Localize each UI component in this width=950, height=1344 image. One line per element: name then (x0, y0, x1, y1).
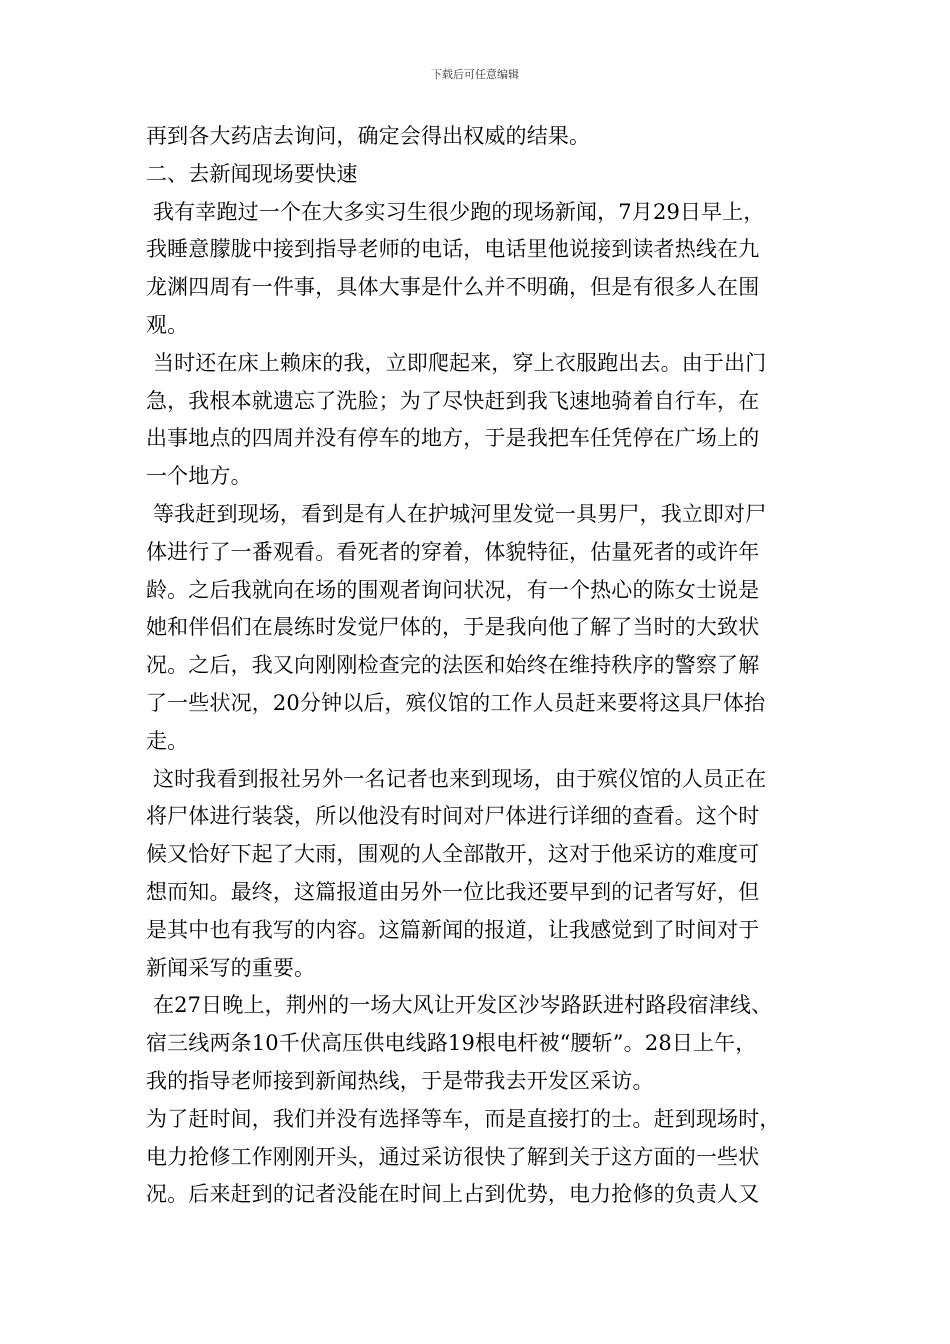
text-line: 出事地点的四周并没有停车的地方，于是我把车任凭停在广场上的 (146, 426, 760, 451)
text-line: 是其中也有我写的内容。这篇新闻的报道，让我感觉到了时间对于 (146, 917, 760, 942)
text-line: 观。 (146, 312, 189, 337)
paragraph-first-line: 等我赶到现场，看到是有人在护城河里发觉一具男尸，我立即对尸 (153, 501, 767, 526)
text-line: 她和伴侣们在晨练时发觉尸体的，于是我向他了解了当时的大致状 (146, 615, 760, 640)
text-line: 急，我根本就遗忘了洗脸；为了尽快赶到我飞速地骑着自行车，在 (146, 388, 760, 413)
section-heading: 二、去新闻现场要快速 (146, 161, 358, 186)
text-line: 龄。之后我就向在场的围观者询问状况，有一个热心的陈女士说是 (146, 577, 760, 602)
text-line: 电力抢修工作刚刚开头，通过采访很快了解到关于这方面的一些状 (146, 1144, 760, 1169)
text-line: 况。之后，我又向刚刚检查完的法医和始终在维持秩序的警察了解 (146, 653, 760, 678)
text-line: 了一些状况，20分钟以后，殡仪馆的工作人员赶来要将这具尸体抬 (146, 690, 766, 715)
text-line: 想而知。最终，这篇报道由另外一位比我还要早到的记者写好，但 (146, 879, 760, 904)
paragraph-first-line: 为了赶时间，我们并没有选择等车，而是直接打的士。赶到现场时， (146, 1106, 781, 1131)
document-body (146, 118, 816, 1214)
paragraph-first-line: 我有幸跑过一个在大多实习生很少跑的现场新闻，7月29日早上， (153, 199, 765, 224)
text-line: 将尸体进行装袋，所以他没有时间对尸体进行详细的查看。这个时 (146, 804, 760, 829)
page-header-note: 下载后可任意编辑 (431, 68, 519, 81)
text-line: 候又恰好下起了大雨，围观的人全部散开，这对于他采访的难度可 (146, 842, 760, 867)
paragraph-first-line: 这时我看到报社另外一名记者也来到现场，由于殡仪馆的人员正在 (153, 766, 767, 791)
text-line: 况。后来赶到的记者没能在时间上占到优势，电力抢修的负责人又 (146, 1182, 760, 1207)
paragraph-first-line: 当时还在床上赖床的我，立即爬起来，穿上衣服跑出去。由于出门 (153, 350, 767, 375)
text-line: 我的指导老师接到新闻热线，于是带我去开发区采访。 (146, 1068, 654, 1093)
text-line: 一个地方。 (146, 464, 252, 489)
text-line: 新闻采写的重要。 (146, 955, 316, 980)
paragraph-first-line: 在27日晚上，荆州的一场大风让开发区沙岑路跃进村路段宿津线、 (153, 993, 773, 1018)
text-line: 龙渊四周有一件事，具体大事是什么并不明确，但是有很多人在围 (146, 275, 760, 300)
text-line: 宿三线两条10千伏高压供电线路19根电杆被“腰斩”。28日上午， (146, 1031, 757, 1056)
text-line: 我睡意朦胧中接到指导老师的电话，电话里他说接到读者热线在九 (146, 237, 760, 262)
text-line: 走。 (146, 728, 189, 753)
text-line: 再到各大药店去询问，确定会得出权威的结果。 (146, 124, 591, 148)
text-line: 体进行了一番观看。看死者的穿着，体貌特征，估量死者的或许年 (146, 539, 760, 564)
